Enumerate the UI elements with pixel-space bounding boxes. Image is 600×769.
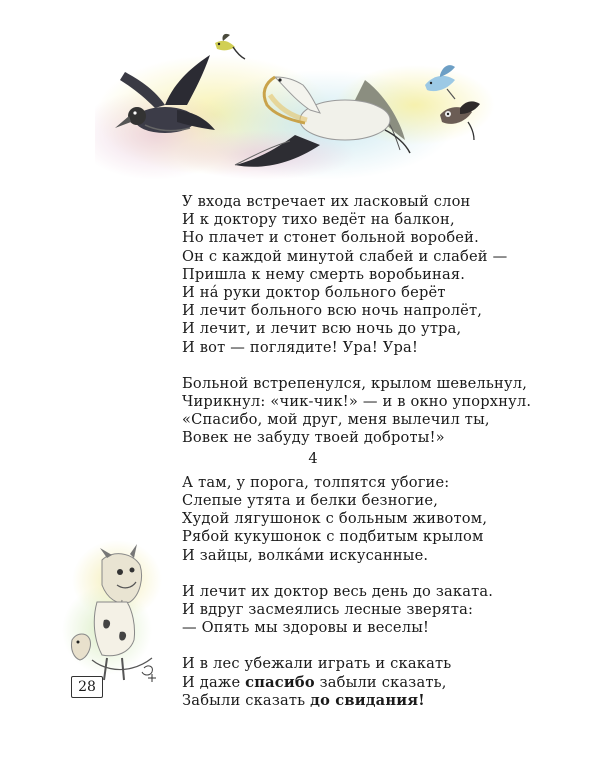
stanza-4 [182,583,562,638]
line-text: И даже [182,673,246,691]
poem-line: И к доктору тихо ведёт на балкон, [182,211,455,229]
stanza-2 [182,375,562,448]
bold-word-spasibo: спасибо [245,673,315,691]
poem-line: И зайцы, волкáми искусанные. [182,546,429,564]
poem-line: Чирикнул: «чик-чик!» — и в окно упорхнул. [182,393,532,411]
poem-line: Вовек не забуду твоей доброты!» [182,429,445,447]
poem-line: — Опять мы здоровы и веселы! [182,619,430,637]
poem-line: А там, у порога, толпятся убогие: [182,473,450,491]
line-text: Забыли сказать [182,691,311,709]
poem-line: И лечит больного всю ночь напролёт, [182,302,483,320]
poem-text [182,193,562,710]
bold-words-do-svidaniya: до свидания! [310,691,425,709]
line-text: забыли сказать, [314,673,447,691]
page-number: 28 [71,676,103,698]
section-number: 4 [308,449,318,467]
poem-line: Слепые утята и белки безногие, [182,492,439,510]
poem-line: И в лес убежали играть и скакать [182,655,452,673]
poem-line: «Спасибо, мой друг, меня вылечил ты, [182,411,490,429]
stanza-3 [182,474,562,565]
birds-illustration [95,25,505,185]
poem-line: Он с каждой минутой слабей и слабей — [182,247,508,265]
poem-line [182,692,562,710]
animals-illustration [62,540,162,690]
poem-line: И лечит их доктор весь день до заката. [182,582,494,600]
poem-line: Но плачет и стонет больной воробей. [182,229,479,247]
poem-line: Больной встрепенулся, крылом шевельнул, [182,374,528,392]
poem-line: Рябой кукушонок с подбитым крылом [182,528,484,546]
poem-line: И лечит, и лечит всю ночь до утра, [182,320,462,338]
stanza-1 [182,193,562,357]
poem-line: И вот — поглядите! Ура! Ура! [182,338,419,356]
poem-line: Пришла к нему смерть воробьиная. [182,265,466,283]
poem-line: У входа встречает их ласковый слон [182,193,471,210]
poem-line: И нá руки доктор больного берёт [182,284,446,302]
poem-line: Худой лягушонок с больным животом, [182,510,488,528]
poem-line: И вдруг засмеялись лесные зверята: [182,601,474,619]
poem-line [182,674,562,692]
stanza-5 [182,655,562,710]
